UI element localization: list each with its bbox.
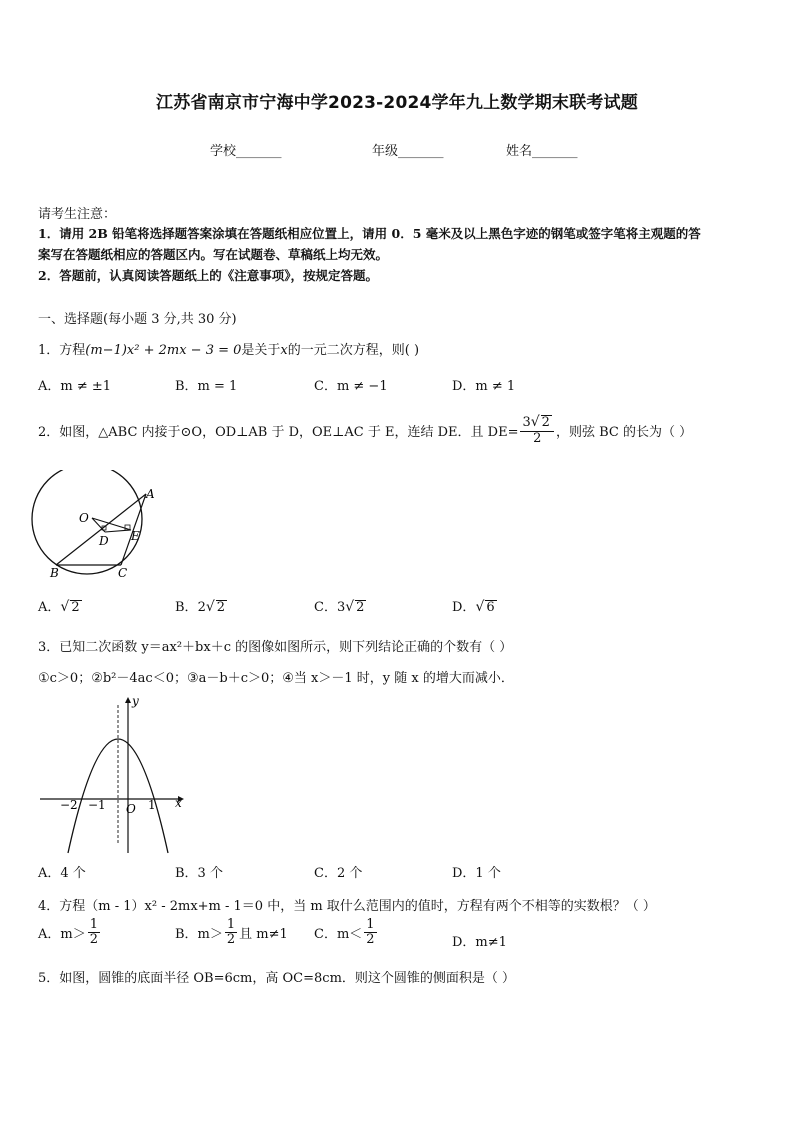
q4-option-b-fraction [225,918,237,946]
q2-option-a-radicand: 2 [71,600,80,615]
q4-option-b-pre: B．m＞ [175,926,223,942]
q3-option-a[interactable]: A．4 个 [38,866,86,881]
label-a: A [146,487,155,501]
page-title: 江苏省南京市宁海中学2023-2024学年九上数学期末联考试题 [156,93,638,113]
question-1-variable: x [280,343,288,358]
q4-option-c-num: 1 [366,917,375,932]
q1-option-b[interactable]: B．m = 1 [175,379,238,394]
q4-option-d[interactable]: D．m≠1 [452,935,507,950]
question-2-fraction: $\frac{3√ 2}{2}$ [520,415,553,446]
question-1-equation: (m−1)x² + 2mx − 3 = 0 [85,343,242,358]
q4-option-b-num: 1 [226,917,236,932]
y-axis-arrow-icon [125,697,131,703]
q4-option-c-fraction [364,918,376,946]
tick-1: 1 [148,798,156,812]
question-2-prefix: 2．如图，△ABC 内接于⊙O，OD⊥AB 于 D，OE⊥AC 于 E，连结 DE．且 DE= [38,424,519,440]
q4-option-c-pre: C．m＜ [314,926,363,942]
q1-option-d[interactable]: D．m ≠ 1 [452,379,516,394]
label-b: B [50,566,59,580]
q3-option-b[interactable]: B．3 个 [175,866,223,881]
q4-option-c[interactable] [314,918,379,946]
grade-field: 年级_______ [372,144,444,159]
notice-heading: 请考生注意： [38,207,117,222]
label-c: C [118,566,128,580]
name-field: 姓名_______ [506,144,578,159]
q1-option-a[interactable]: A．m ≠ ±1 [38,379,112,394]
q4-option-b[interactable] [175,918,288,946]
question-3-statements: ①c＞0；②b²－4ac＜0；③a－b＋c＞0；④当 x＞－1 时，y 随 x 的增大而减小． [38,671,514,686]
q4-option-a[interactable] [38,918,102,946]
q2-option-b-label: B． [175,600,198,615]
school-field: 学校_______ [210,144,282,159]
q1-option-c[interactable]: C．m ≠ −1 [314,379,388,394]
notice-item1-line1: 1．请用 2B 铅笔将选择题答案涂填在答题纸相应位置上，请用 0．5 毫米及以上黑色字迹的钢笔或签字笔将主观题的答 [38,226,701,241]
q2-option-c[interactable]: C．3√ 2 [314,599,365,615]
question-2 [38,410,692,450]
q2-option-d-radicand: 6 [486,600,495,615]
q4-option-a-fraction [88,918,100,946]
section-heading: 一、选择题(每小题 3 分,共 30 分) [38,312,237,327]
tick-neg2: −2 [60,798,78,812]
question-4-stem: 4．方程（m - 1）x² - 2mx+m - 1＝0 中，当 m 取什么范围内的值时，方程有两个不相等的实数根？（ ） [38,899,656,914]
q2-option-d-label: D． [452,600,476,615]
q2-option-b[interactable]: B．2√ 2 [175,599,226,615]
fraction-coef: 3 [522,414,531,430]
q2-option-d[interactable]: D．√ 6 [452,599,495,615]
q2-option-a[interactable]: A．√ 2 [38,599,80,615]
label-e: E [131,529,140,543]
q3-option-d[interactable]: D．1 个 [452,866,501,881]
notice-item2: 2．答题前，认真阅读答题纸上的《注意事项》，按规定答题。 [38,268,378,283]
q4-option-b-post: 且 m≠1 [239,926,288,942]
q2-option-c-coef: 3 [336,600,346,615]
question-3-stem: 3．已知二次函数 y＝ax²＋bx＋c 的图像如图所示，则下列结论正确的个数有（ ） [38,640,513,655]
question-1-suffix-a: 是关于 [241,343,281,358]
q3-parabola-figure [38,695,188,857]
label-d: D [99,534,109,548]
question-1-suffix-b: 的一元二次方程，则( ) [287,343,420,358]
tick-neg1: −1 [88,798,106,812]
label-o: O [79,511,89,525]
label-y: y [132,695,139,708]
fraction-denominator: 2 [533,430,542,446]
question-1 [38,339,419,358]
q3-option-c[interactable]: C．2 个 [314,866,363,881]
question-1-prefix: 1．方程 [38,343,86,358]
q4-option-b-den: 2 [226,931,236,947]
q4-option-a-den: 2 [89,931,98,947]
q2-option-b-coef: 2 [197,600,206,615]
label-x: x [175,796,182,810]
q2-circle-figure [30,470,170,585]
notice-item1-line2: 案写在答题纸相应的答题区内。写在试题卷、草稿纸上均无效。 [38,247,389,262]
fraction-radicand: 2 [541,414,550,430]
q4-option-a-pre: A．m＞ [38,926,86,942]
q4-option-a-num: 1 [89,917,98,932]
q2-option-c-radicand: 2 [356,600,365,615]
question-2-suffix: ，则弦 BC 的长为（ ） [555,424,693,440]
q2-option-b-radicand: 2 [216,600,226,615]
label-origin: O [126,802,136,816]
q2-option-a-label: A． [38,600,61,615]
question-5-stem: 5．如图，圆锥的底面半径 OB=6cm，高 OC=8cm．则这个圆锥的侧面积是（ ） [38,971,516,986]
q4-option-c-den: 2 [366,931,375,947]
q2-option-c-label: C． [314,600,337,615]
